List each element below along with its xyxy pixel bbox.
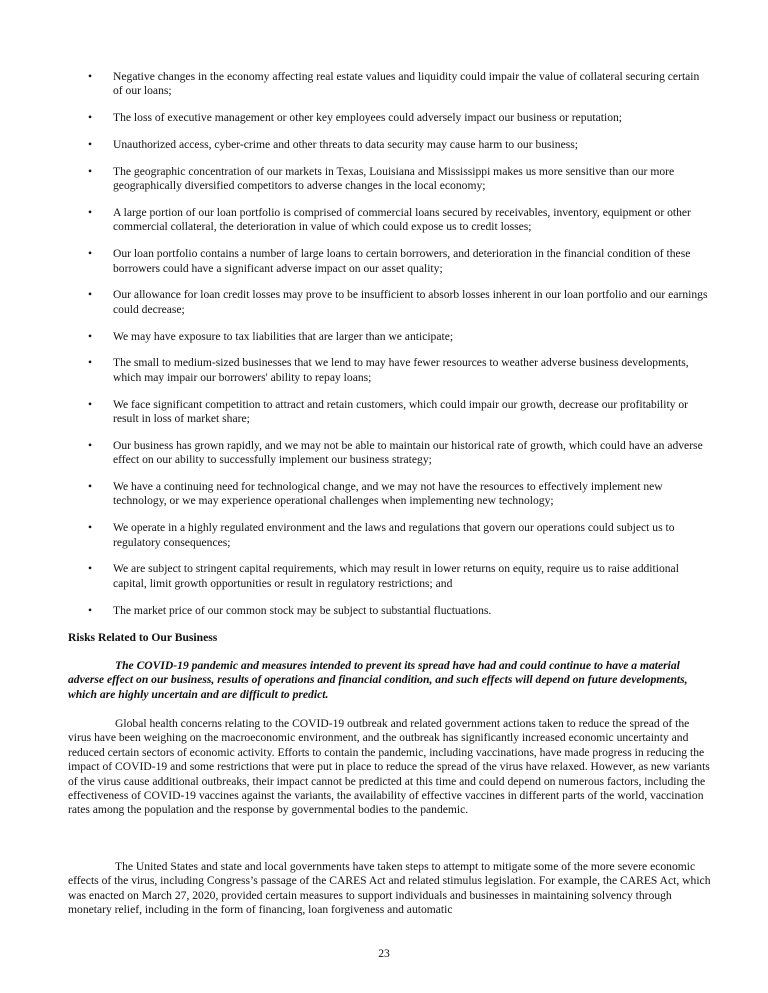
list-item: • Our business has grown rapidly, and we may not be able to maintain our historical rate of growth, which could have an adverse effect on our ability to successfully implement our business strategy; (88, 438, 703, 467)
body-paragraph: The United States and state and local governments have taken steps to attempt to mitigate some of the more severe economic effects of the virus, including Congress’s passage of the CARES Act and related stimulus legislation. For example, the CARES Act, which was enacted on March 27, 2020, provided certain measures to support individuals and businesses in maintaining solvency through monetary relief, including in the form of financing, loan forgiveness and automatic (68, 860, 711, 917)
body-paragraph: Global health concerns relating to the COVID-19 outbreak and related government actions taken to reduce the spread of the virus have been weighing on the macroeconomic environment, and the outbreak has significantly increased economic uncertainty and reduced certain sectors of economic activity. Efforts to contain the pandemic, including vaccinations, have made progress in reducing the impact of COVID-19 and some restrictions that were put in place to reduce the spread of the virus have relaxed. However, as new variants of the virus cause additional outbreaks, their impact cannot be predicted at this time and could depend on numerous factors, including the effectiveness of COVID-19 vaccines against the variants, the availability of effective vaccines in different parts of the world, vaccination rates among the population and the response by governmental bodies to the pandemic. (68, 717, 710, 817)
bullet-icon: • (88, 111, 93, 125)
list-item: • Negative changes in the economy affecting real estate values and liquidity could impair the value of collateral securing certain of our loans; (88, 70, 700, 98)
bullet-icon: • (88, 138, 93, 151)
bullet-icon: • (88, 164, 93, 178)
bullet-icon: • (88, 521, 93, 535)
bullet-icon: • (88, 480, 93, 494)
risk-factor-title: The COVID-19 pandemic and measures intended to prevent its spread have had and could continue to have a material adverse effect on our business, results of operations and financial condition, and such effects will depend on future developments, which are highly uncertain and are difficult to predict. (68, 659, 688, 701)
list-item: • The small to medium-sized businesses that we lend to may have fewer resources to weather adverse business developments, which may impair our borrowers' ability to repay loans; (88, 356, 689, 384)
page-number: 23 (378, 947, 390, 960)
list-item: • We may have exposure to tax liabilities that are larger than we anticipate; (88, 329, 454, 343)
bullet-icon: • (88, 603, 93, 617)
list-item: • Unauthorized access, cyber-crime and other threats to data security may cause harm to our business; (88, 138, 578, 151)
bullet-icon: • (88, 397, 93, 411)
list-item: • A large portion of our loan portfolio is comprised of commercial loans secured by receivables, inventory, equipment or other commercial collateral, the deterioration in value of which could expose us to credit losses; (88, 206, 691, 234)
list-item: • The loss of executive management or other key employees could adversely impact our business or reputation; (88, 111, 623, 125)
list-item: • We face significant competition to attract and retain customers, which could impair our growth, decrease our profitability or result in loss of market share; (88, 397, 689, 426)
bullet-icon: • (88, 70, 93, 83)
list-item: • We have a continuing need for technological change, and we may not have the resources to effectively implement new technology, or we may experience operational challenges when implementing new technology; (88, 480, 663, 508)
bullet-icon: • (88, 247, 93, 261)
bullet-icon: • (88, 329, 93, 343)
list-item: • We are subject to stringent capital requirements, which may result in lower returns on equity, require us to raise additional capital, limit growth opportunities or result in regulatory restrictions; and (88, 562, 679, 590)
list-item: • The geographic concentration of our markets in Texas, Louisiana and Mississippi makes us more sensitive than our more geographically diversified competitors to adverse changes in the local economy; (88, 164, 675, 193)
list-item: • Our allowance for loan credit losses may prove to be insufficient to absorb losses inherent in our loan portfolio and our earnings could decrease; (88, 288, 708, 316)
bullet-icon: • (88, 438, 93, 452)
list-item: • Our loan portfolio contains a number of large loans to certain borrowers, and deterioration in the financial condition of these borrowers could have a significant adverse impact on our asset quality; (88, 247, 691, 275)
list-item: • The market price of our common stock may be subject to substantial fluctuations. (88, 603, 492, 617)
bullet-icon: • (88, 356, 93, 370)
section-heading: Risks Related to Our Business (68, 631, 218, 644)
bullet-icon: • (88, 206, 93, 219)
bullet-icon: • (88, 288, 93, 302)
risk-summary-list (88, 70, 708, 630)
list-item: • We operate in a highly regulated environment and the laws and regulations that govern our operations could subject us to regulatory consequences; (88, 521, 675, 549)
bullet-icon: • (88, 562, 93, 576)
